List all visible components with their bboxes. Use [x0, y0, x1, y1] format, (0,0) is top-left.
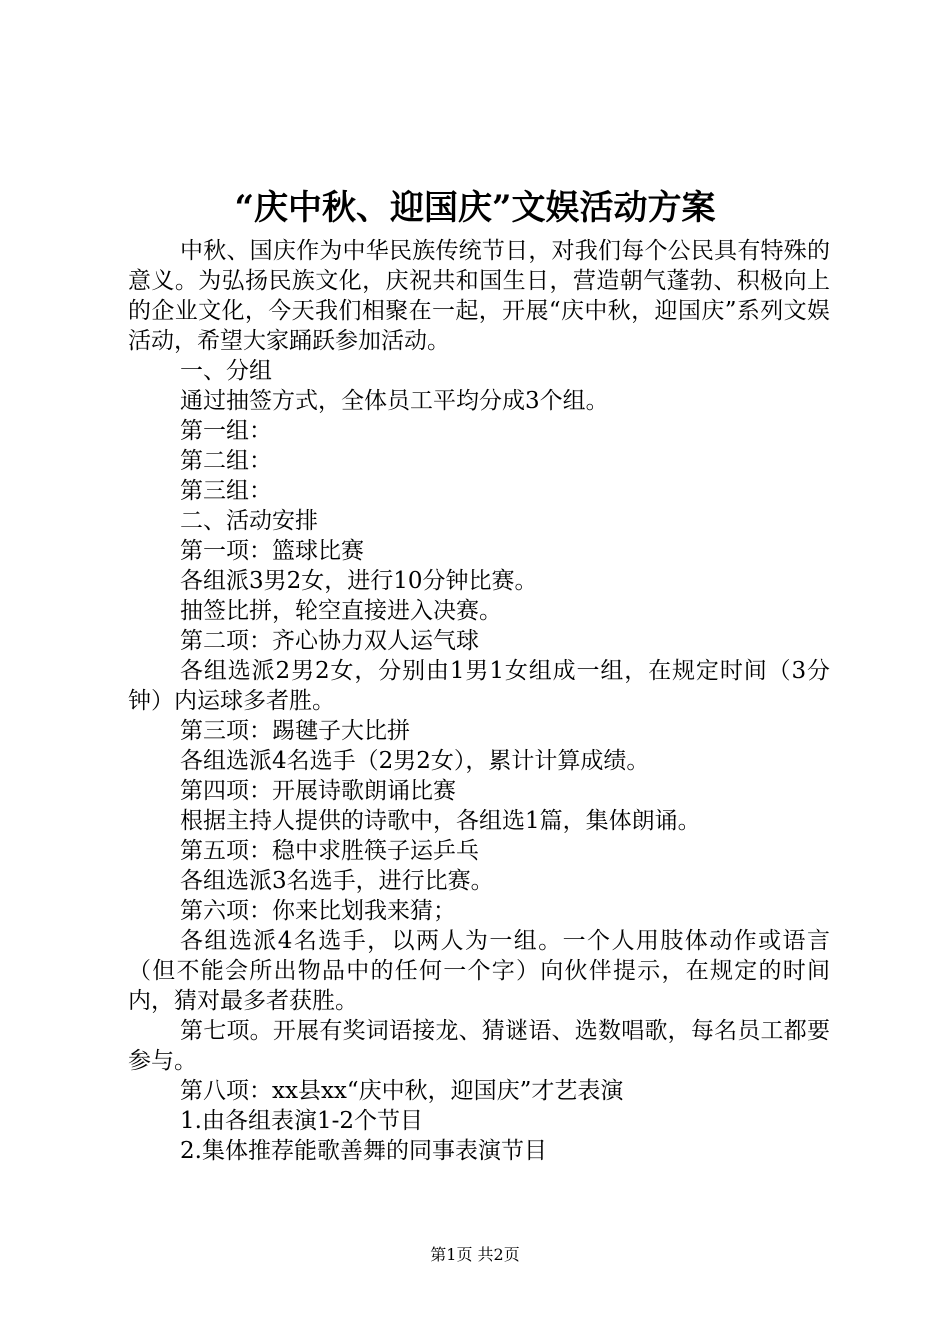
item-heading: 第一项：篮球比赛 [180, 538, 364, 564]
document-title: “庆中秋、迎国庆”文娱活动方案 [234, 188, 716, 228]
paragraph: 抽签比拼，轮空直接进入决赛。 [180, 598, 502, 624]
document-body [128, 236, 830, 1166]
item-heading: 第四项：开展诗歌朗诵比赛 [180, 778, 456, 804]
paragraph: 各组派3男2女，进行10分钟比赛。 [180, 568, 538, 594]
paragraph: 各组选派3名选手，进行比赛。 [180, 868, 494, 894]
list-item: 2.集体推荐能歌善舞的同事表演节目 [180, 1138, 547, 1164]
section-heading-schedule: 二、活动安排 [180, 508, 318, 534]
paragraph: 通过抽签方式，全体员工平均分成3个组。 [180, 388, 609, 414]
page-number: 第1页 共2页 [430, 1245, 520, 1264]
intro-paragraph: 中秋、国庆作为中华民族传统节日，对我们每个公民具有特殊的意义。为弘扬民族文化，庆祝共和国生日，营造朝气蓬勃、积极向上的企业文化，今天我们相聚在一起，开展“庆中秋，迎国庆”系列文娱活动，希望大家踊跃参加活动。 [128, 238, 830, 354]
list-item: 1.由各组表演1-2个节目 [180, 1108, 423, 1134]
item-heading: 第二项：齐心协力双人运气球 [180, 628, 479, 654]
paragraph: 第七项。开展有奖词语接龙、猜谜语、选数唱歌，每名员工都要参与。 [128, 1018, 830, 1074]
item-heading: 第六项：你来比划我来猜； [180, 898, 456, 924]
group-three-label: 第三组： [180, 478, 272, 504]
section-heading-grouping: 一、分组 [180, 358, 272, 384]
item-heading: 第三项：踢毽子大比拼 [180, 718, 410, 744]
item-heading: 第八项：xx县xx“庆中秋，迎国庆”才艺表演 [180, 1078, 624, 1104]
paragraph: 各组选派2男2女，分别由1男1女组成一组，在规定时间（3分钟）内运球多者胜。 [128, 658, 830, 714]
group-two-label: 第二组： [180, 448, 272, 474]
paragraph: 各组选派4名选手，以两人为一组。一个人用肢体动作或语言（但不能会所出物品中的任何一个字）向伙伴提示，在规定的时间内，猜对最多者获胜。 [128, 928, 830, 1014]
paragraph: 各组选派4名选手（2男2女），累计计算成绩。 [180, 748, 650, 774]
group-one-label: 第一组： [180, 418, 272, 444]
paragraph: 根据主持人提供的诗歌中，各组选1篇，集体朗诵。 [180, 808, 701, 834]
item-heading: 第五项：稳中求胜筷子运乒乓 [180, 838, 479, 864]
